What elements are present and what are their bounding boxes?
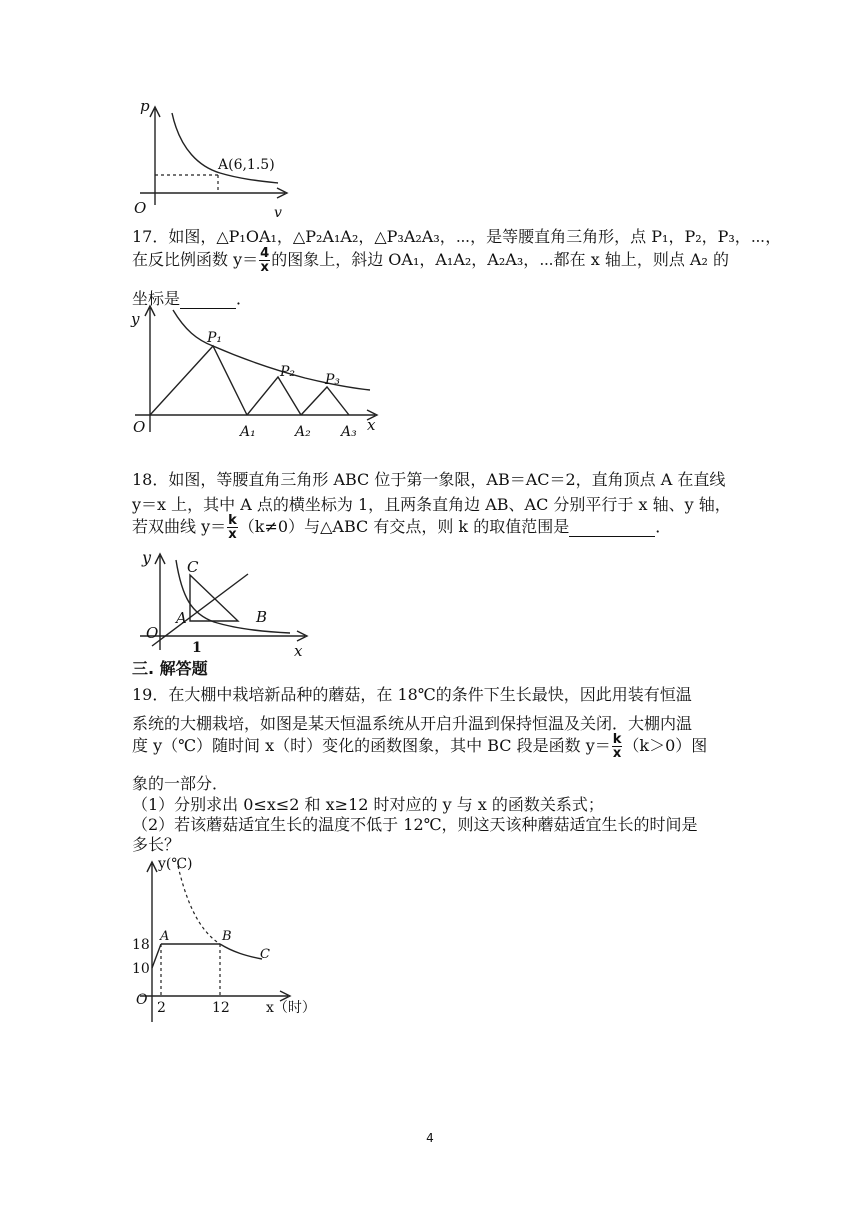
y-tick-18: 18	[132, 937, 150, 953]
q17-fraction	[259, 247, 270, 274]
p1-label: P₁	[207, 330, 223, 346]
triangle-p1	[150, 346, 247, 415]
y-tick-10: 10	[132, 961, 150, 977]
hyperbola-curve	[173, 310, 370, 390]
q19-line4: 象的一部分．	[132, 774, 229, 793]
segment-rising	[152, 944, 161, 968]
q17-line3-text: 坐标是	[132, 289, 181, 308]
a2-label: A₂	[295, 424, 311, 440]
y-axis-label: y(℃)	[158, 856, 193, 872]
q17-line1: 17．如图，△P₁OA₁，△P₂A₁A₂，△P₃A₂A₃，⋯，是等腰直角三角形，点 P₁，P₂，P₃，⋯，	[132, 227, 782, 246]
figure-17-graph	[125, 302, 395, 442]
a-label: A	[160, 929, 170, 944]
q19-part2-line1: （2）若该蘑菇适宜生长的温度不低于 12℃，则这天该种蘑菇适宜生长的时间是	[132, 815, 698, 834]
q19-line3-end: （k＞0）图	[623, 736, 708, 755]
q19-line3-start: 度 y（℃）随时间 x（时）变化的函数图象，其中 BC 段是函数 y＝	[132, 736, 611, 755]
x-axis-label: x（时）	[266, 1000, 316, 1016]
q19-line2: 系统的大棚栽培，如图是某天恒温系统从开启升温到保持恒温及关闭．大棚内温	[132, 714, 693, 733]
v-axis-label: v	[274, 205, 282, 221]
q17-line3-end: ．	[236, 289, 253, 308]
point-a-label: A(6,1.5)	[218, 157, 275, 173]
a-label: A	[176, 609, 187, 627]
q19-fraction	[612, 733, 623, 760]
x-axis-label: x	[367, 416, 376, 434]
q17-line2-start: 在反比例函数 y＝	[132, 250, 259, 269]
q18-line3	[132, 514, 671, 541]
q18-line3-start: 若双曲线 y＝	[132, 517, 227, 536]
y-axis-label: y	[131, 310, 140, 328]
q18-frac-num: k	[228, 513, 237, 528]
q19-part2-line2: 多长？	[132, 835, 181, 854]
q18-line2: y＝x 上，其中 A 点的横坐标为 1，且两条直角边 AB、AC 分别平行于 x 轴、y 轴，	[132, 495, 731, 514]
a1-label: A₁	[240, 424, 256, 440]
b-label: B	[256, 608, 268, 626]
origin-label: O	[146, 624, 159, 642]
figure-19-graph	[128, 852, 333, 1027]
figure-18-graph	[130, 548, 315, 658]
q17-line2-end: 的图象上，斜边 OA₁，A₁A₂，A₂A₃，⋯都在 x 轴上，则点 A₂ 的	[271, 250, 729, 269]
q18-line3-middle: （k≠0）与△ABC 有交点，则 k 的取值范围是	[238, 517, 570, 536]
section-heading: 三. 解答题	[132, 659, 208, 678]
triangle-p2	[247, 377, 301, 415]
segment-bc	[220, 944, 262, 959]
q19-frac-den: x	[612, 746, 622, 761]
q19-frac-num: k	[612, 732, 622, 747]
q18-line1: 18．如图，等腰直角三角形 ABC 位于第一象限，AB＝AC＝2，直角顶点 A 在直线	[132, 470, 726, 489]
p-axis-label: p	[140, 97, 150, 115]
q18-line3-end: ．	[655, 517, 672, 536]
c-label: C	[260, 947, 270, 962]
x-tick-2: 2	[157, 1000, 166, 1016]
x-axis-label: x	[294, 642, 303, 660]
origin-label: O	[134, 199, 147, 217]
q19-part1: （1）分别求出 0≤x≤2 和 x≥12 时对应的 y 与 x 的函数关系式；	[132, 795, 604, 814]
x-tick-12: 12	[212, 1000, 230, 1016]
q17-frac-den: x	[260, 260, 269, 275]
dashed-hyperbola	[178, 866, 220, 944]
a3-label: A₃	[341, 424, 357, 440]
q17-frac-num: 4	[260, 246, 270, 261]
q19-line1: 19．在大棚中栽培新品种的蘑菇，在 18℃的条件下生长最快，因此用装有恒温	[132, 685, 692, 704]
c-label: C	[187, 558, 199, 576]
origin-label: O	[133, 418, 146, 436]
figure-16-graph	[120, 95, 300, 225]
y-axis-label: y	[142, 548, 152, 567]
b-label: B	[222, 929, 232, 944]
q17-line2	[132, 247, 729, 274]
page-number: 4	[426, 1131, 434, 1145]
triangle-abc	[190, 575, 238, 621]
tick-1-label: 1	[192, 640, 202, 656]
q18-answer-blank	[569, 517, 655, 537]
p2-label: P₂	[280, 364, 296, 380]
p3-label: P₃	[325, 372, 341, 388]
q19-line3	[132, 733, 707, 760]
q18-fraction	[227, 514, 238, 541]
q18-frac-den: x	[228, 527, 237, 542]
origin-label: O	[136, 992, 148, 1008]
triangle-p3	[301, 387, 349, 415]
